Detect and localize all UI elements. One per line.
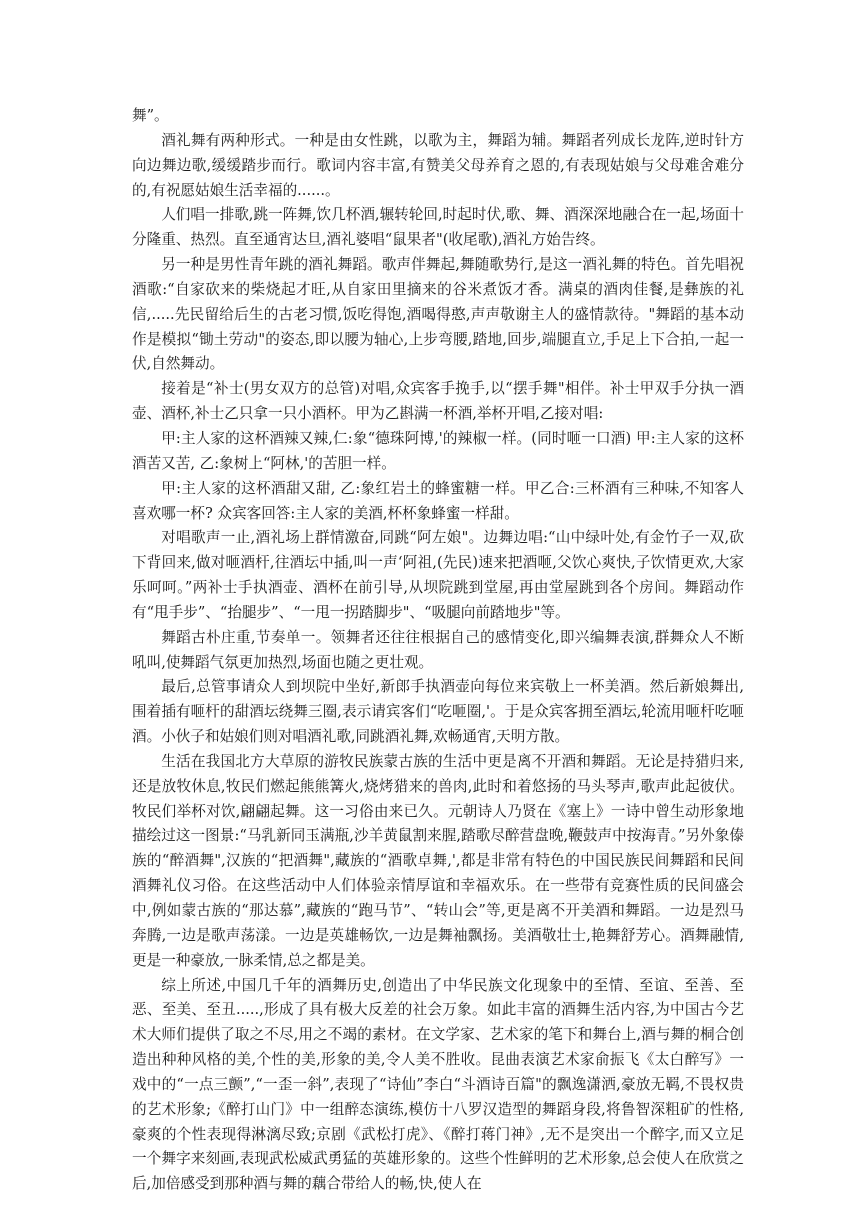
paragraph: 另一种是男性青年跳的酒礼舞蹈。歌声伴舞起,舞随歌势行,是这一酒礼舞的特色。首先唱祝酒歌:“自家砍来的柴烧起才旺,从自家田里摘来的谷米煮饭才香。满桌的酒肉佳餐,是彝族的礼信,.....先民留给后生的古老习惯,饭吃得饱,酒喝得憨,声声敬谢主人的盛情款待。"舞蹈的基本动作是模拟“锄土劳动"的姿态,即以腰为轴心,上步弯腰,踏地,回步,端腿直立,手足上下合拍,一起一伏,自然舞动。	[132, 256, 744, 373]
paragraph: 接着是“补士(男女双方的总管)对唱,众宾客手挽手,以“摆手舞"相伴。补士甲双手分执一酒壶、酒杯,补士乙只拿一只小酒杯。甲为乙斟满一杯酒,举杯开唱,乙接对唱:	[132, 380, 744, 423]
paragraph: 综上所述,中国几千年的酒舞历史,创造出了中华民族文化现象中的至情、至谊、至善、至恶、至美、至丑.....,形成了具有极大反差的社会万象。如此丰富的酒舞生活内容,为中国古今艺术大师们提供了取之不尽,用之不竭的素材。在文学家、艺术家的笔下和舞台上,酒与舞的桐合创造出种种风格的美,个性的美,形象的美,令人美不胜收。昆曲表演艺术家俞振飞《太白醉写》一戏中的“一点三颤”,“一歪一斜”,表现了“诗仙”李白“斗酒诗百篇"的飘逸潇洒,豪放无羁,不畏权贵的艺术形象;《醉打山门》中一组醉态演练,模仿十八罗汉造型的舞蹈身段,将鲁智深粗矿的性格,豪爽的个性表现得淋漓尽致;京剧《武松打虎》、《醉打蒋门神》,无不是突出一个醉字,而又立足一个舞字来刻画,表现武松威武勇猛的英雄形象的。这些个性鲜明的艺术形象,总会使人在欣赏之后,加倍感受到那种酒与舞的藕合带给人的畅,快,使人在	[132, 976, 744, 1193]
paragraph: 酒礼舞有两种形式。一种是由女性跳，以歌为主，舞蹈为辅。舞蹈者列成长龙阵,逆时针方向边舞边歌,缓缓踏步而行。歌词内容丰富,有赞美父母养育之恩的,有表现姑娘与父母难舍难分的,有祝愿姑娘生活幸福的......。	[132, 131, 744, 199]
document-page	[132, 104, 744, 1197]
paragraph: 人们唱一排歌,跳一阵舞,饮几杯酒,辗转轮回,时起时伏,歌、舞、酒深深地融合在一起,场面十分隆重、热烈。直至通宵达旦,酒礼婆唱“鼠果者"(收尾歌),酒礼方始告终。	[132, 206, 744, 249]
paragraph: 甲:主人家的这杯酒辣又辣,仁:象“德珠阿博,'的辣椒一样。(同时咂一口酒) 甲:主人家的这杯酒苦又苦, 乙:象树上“阿林,'的苦胆一样。	[132, 429, 744, 472]
paragraph: 生活在我国北方大草原的游牧民族蒙古族的生活中更是离不开酒和舞蹈。无论是持猎归来,还是放牧休息,牧民们燃起熊熊篝火,烧烤猎来的兽肉,此时和着悠扬的马头琴声,歌声此起彼伏。牧民们举杯对饮,翩翩起舞。这一习俗由来已久。元朝诗人乃贤在《塞上》一诗中曾生动形象地描绘过这一图景:“马乳新同玉满瓶,沙羊黄鼠割来腥,踏歌尽醉营盘晚,鞭鼓声中按海青。”另外象傣族的“醉酒舞",汉族的“把酒舞",藏族的“酒歌卓舞,',都是非常有特色的中国民族民间舞蹈和民间酒舞礼仪习俗。在这些活动中人们体验亲情厚谊和幸福欢乐。在一些带有竞赛性质的民间盛会中,例如蒙古族的“那达慕”,藏族的“跑马节”、“转山会”等,更是离不开美酒和舞蹈。一边是烈马奔腾,一边是歌声荡漾。一边是英雄畅饮,一边是舞袖飘扬。美酒敬壮士,艳舞舒芳心。酒舞融情,更是一种豪放,一脉柔情,总之都是美。	[132, 752, 744, 969]
paragraph: 舞蹈古朴庄重,节奏单一。领舞者还往往根据自己的感情变化,即兴编舞表演,群舞众人不断吼叫,使舞蹈气氛更加热烈,场面也随之更壮观。	[132, 628, 744, 671]
paragraph: 最后,总管事请众人到坝院中坐好,新郎手执酒壶向每位来宾敬上一杯美酒。然后新娘舞出,围着插有咂杆的甜酒坛绕舞三圈,表示请宾客们“吃咂圈,'。于是众宾客拥至酒坛,轮流用咂杆吃咂酒。小伙子和姑娘们则对唱酒礼歌,同跳酒礼舞,欢畅通宵,天明方散。	[132, 678, 744, 746]
paragraph: 甲:主人家的这杯酒甜又甜, 乙:象红岩土的蜂蜜糖一样。甲乙合:三杯酒有三种味,不知客人喜欢哪一杯? 众宾客回答:主人家的美酒,杯杯象蜂蜜一样甜。	[132, 479, 744, 522]
paragraph: 舞”。	[132, 107, 169, 124]
paragraph: 对唱歌声一止,酒礼场上群情激奋,同跳“阿左娘"。边舞边唱:“山中绿叶处,有金竹子一双,砍下背回来,做对咂酒杆,往酒坛中插,叫一声‘阿祖,(先民)速来把酒咂,父饮心爽快,子饮情更欢,大家乐呵呵。”两补士手执酒壶、酒杯在前引导,从坝院跳到堂屋,再由堂屋跳到各个房间。舞蹈动作有“甩手步”、“抬腿步”、“一甩一拐踏脚步"、“吸腿向前踏地步"等。	[132, 529, 744, 621]
